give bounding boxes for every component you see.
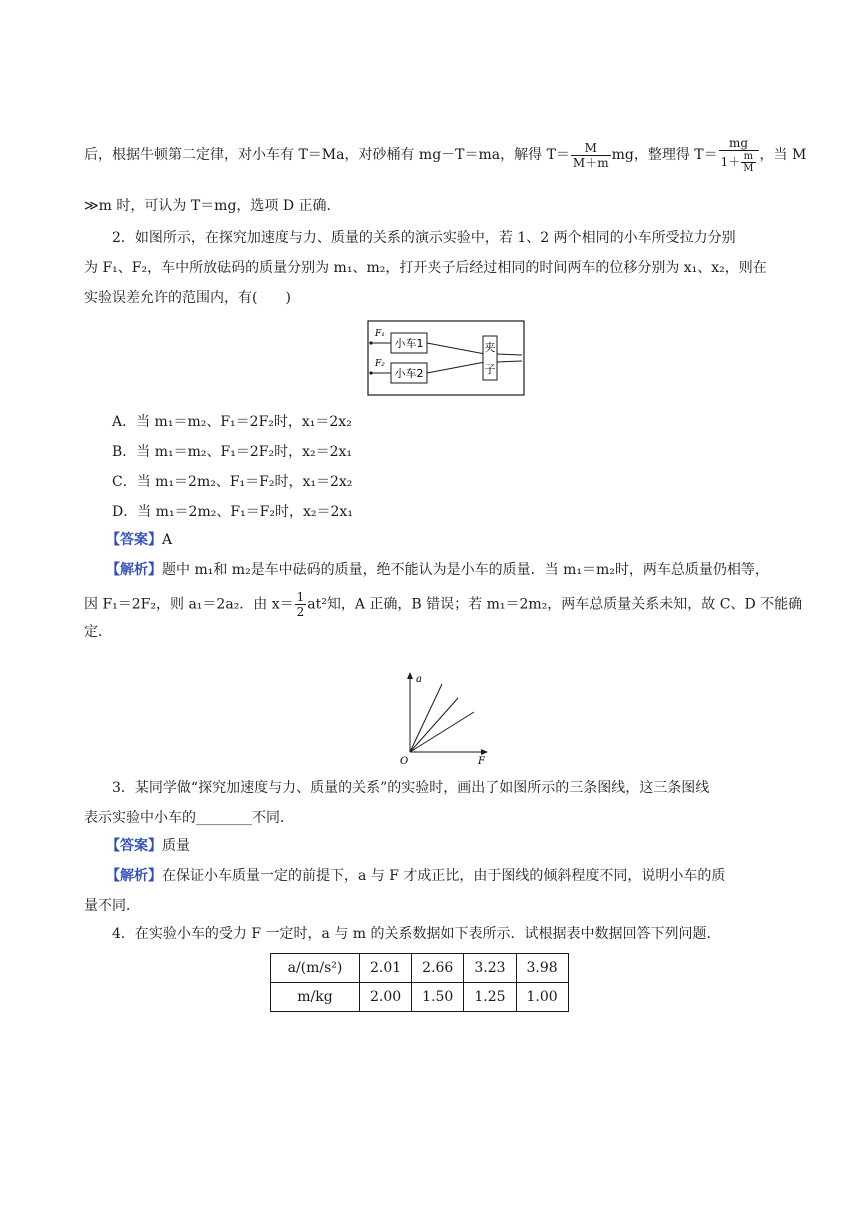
a-f-graph xyxy=(396,670,492,766)
table-cell: 2.00 xyxy=(360,983,412,1012)
table-cell: 1.25 xyxy=(464,983,516,1012)
fraction-m-over-M: $\frac{m}{M}$ xyxy=(743,151,754,174)
origin-label: O xyxy=(400,756,409,766)
table-cell: 2.01 xyxy=(360,954,412,983)
q4-stem-line-1: 4．在实验小车的受力 F 一定时，a 与 m 的关系数据如下表所示．试根据表中数据回答下列问题． xyxy=(112,926,721,942)
f1-label: F₁ xyxy=(375,329,385,339)
y-axis-label: a xyxy=(416,674,422,685)
car-2-string xyxy=(427,362,485,373)
table-cell: 1.50 xyxy=(412,983,464,1012)
figure-border xyxy=(368,321,524,395)
f1-pull-point xyxy=(369,341,372,344)
car-1-label: 小车1 xyxy=(394,337,424,350)
string-1-end xyxy=(497,354,522,355)
q3-answer xyxy=(106,836,190,856)
clip-label-2: 子 xyxy=(484,363,496,376)
q2-analysis-line-2 xyxy=(84,590,802,619)
answer-tag: 【答案】 xyxy=(106,838,162,854)
clip-label-1: 夹 xyxy=(484,341,496,354)
table-cell: 1.00 xyxy=(516,983,568,1012)
a-m-data-table xyxy=(270,953,569,1012)
cart-experiment-figure xyxy=(367,320,525,396)
table-header-cell: a/(m/s²) xyxy=(271,954,360,983)
car-1-string xyxy=(427,343,485,354)
table-row xyxy=(271,954,569,983)
table-header-cell: m/kg xyxy=(271,983,360,1012)
text-segment: at²知，A 正确，B 错误；若 m₁＝2m₂，两车总质量关系未知，故 C、D 不能确 xyxy=(307,596,803,613)
q3-analysis-line-1 xyxy=(106,866,725,886)
prev-para-line-1 xyxy=(84,136,806,174)
q2-answer xyxy=(106,530,172,550)
table-cell: 2.66 xyxy=(412,954,464,983)
x-axis-label: F xyxy=(478,756,485,766)
q2-stem-line-2: 为 F₁、F₂，车中所放砝码的质量分别为 m₁、m₂，打开夹子后经过相同的时间两车的位移分别为 x₁、x₂，则在 xyxy=(84,260,767,276)
q2-analysis-line-1 xyxy=(106,560,769,580)
text-segment: 后，根据牛顿第二定律，对小车有 T＝Ma，对砂桶有 mg－T＝ma，解得 T＝ xyxy=(84,147,570,163)
car-2-label: 小车2 xyxy=(394,367,424,380)
f2-pull-point xyxy=(369,371,372,374)
prev-para-line-2: ≫m 时，可认为 T＝mg，选项 D 正确． xyxy=(84,198,341,214)
analysis-text: 题中 m₁和 m₂是车中砝码的质量，绝不能认为是小车的质量．当 m₁＝m₂时，两车总质量仍相等， xyxy=(162,562,769,578)
q2-stem-line-1: 2．如图所示，在探究加速度与力、质量的关系的演示实验中，若 1、2 两个相同的小车所受拉力分别 xyxy=(112,230,736,246)
graph-line-2 xyxy=(410,698,458,752)
answer-tag: 【答案】 xyxy=(106,532,162,548)
q3-stem-line-2: 表示实验中小车的________不同． xyxy=(84,810,294,826)
fraction-M-over-M-plus-m: $\frac{M}{M+m}$ xyxy=(572,140,609,170)
q2-option-d: D．当 m₁＝2m₂、F₁＝F₂时，x₂＝2x₁ xyxy=(112,504,353,520)
q3-stem-line-1: 3．某同学做“探究加速度与力、质量的关系”的实验时，画出了如图所示的三条图线，这三条图线 xyxy=(112,780,710,796)
q2-option-a: A．当 m₁＝m₂、F₁＝2F₂时，x₁＝2x₂ xyxy=(112,414,352,430)
text-segment: mg，整理得 T＝ xyxy=(611,147,718,163)
q2-option-c: C．当 m₁＝2m₂、F₁＝F₂时，x₁＝2x₂ xyxy=(112,474,353,490)
q3-analysis-line-2: 量不同． xyxy=(84,898,140,914)
answer-value: 质量 xyxy=(162,838,190,854)
string-2-end xyxy=(497,361,522,362)
x-axis-arrow xyxy=(481,749,488,755)
q2-option-b: B．当 m₁＝m₂、F₁＝2F₂时，x₂＝2x₁ xyxy=(112,444,352,460)
table-row xyxy=(271,983,569,1012)
analysis-tag: 【解析】 xyxy=(106,868,162,884)
table-cell: 3.98 xyxy=(516,954,568,983)
y-axis-arrow xyxy=(407,672,413,679)
answer-value: A xyxy=(162,532,173,548)
fraction-mg-over-expression: mg 1＋ $\frac{m}{M}$ xyxy=(719,136,759,174)
q2-analysis-line-3: 定． xyxy=(84,624,112,640)
text-segment: ，当 M xyxy=(759,147,807,163)
table-cell: 3.23 xyxy=(464,954,516,983)
fraction-one-half: $\frac{1}{2}$ xyxy=(296,590,305,619)
analysis-tag: 【解析】 xyxy=(106,562,162,578)
q2-stem-line-3: 实验误差允许的范围内，有( ) xyxy=(84,290,291,306)
text-segment: 因 F₁＝2F₂，则 a₁＝2a₂．由 x＝ xyxy=(84,596,294,613)
analysis-text: 在保证小车质量一定的前提下，a 与 F 才成正比，由于图线的倾斜程度不同，说明小车的质 xyxy=(162,868,726,884)
f2-label: F₂ xyxy=(375,359,385,369)
